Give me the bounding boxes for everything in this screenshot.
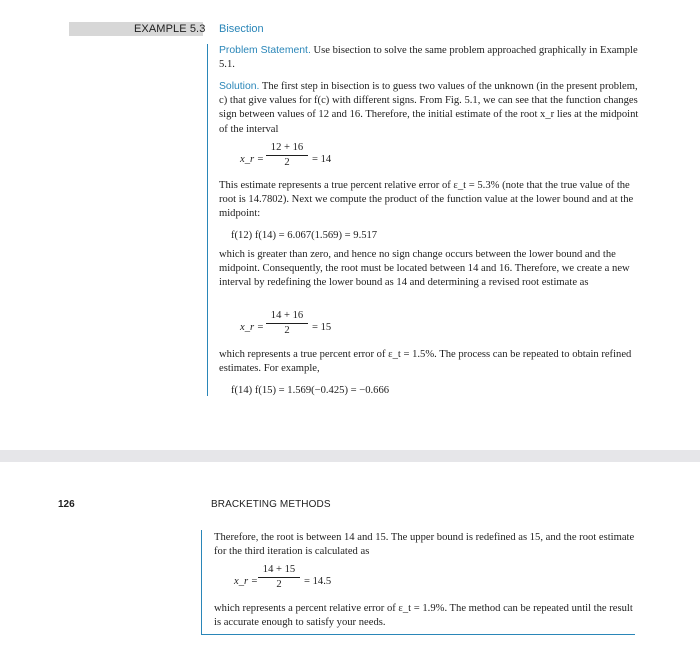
equation-3-result: = 15 — [312, 322, 332, 333]
example-margin-rule — [207, 44, 208, 396]
equation-4-text: f(14) f(15) = 1.569(−0.425) = −0.666 — [231, 385, 390, 396]
equation-4 — [231, 384, 389, 397]
equation-5-result: = 14.5 — [304, 576, 332, 587]
equation-1-denominator: 2 — [284, 157, 290, 168]
problem-text: Use bisection to solve the same problem approached graphically in Example 5.1. — [219, 45, 638, 71]
paragraph-new-interval: which is greater than zero, and hence no sign change occurs between the lower bound and the midpoint. Consequently, the root must be located between 14 and 16. Therefore, we create a new interval by redefining the lower bound as 14 and determining a revised root estimate as — [219, 249, 630, 289]
equation-2 — [231, 229, 377, 242]
paragraph-true-error: This estimate represents a true percent relative error of ε_t = 5.3% (note that the true value of the root is 14.7802). Next we compute the product of the function value at the lower bound and at the midpoint: — [219, 180, 634, 220]
example-title: Bisection — [219, 23, 264, 35]
equation-5-numerator: 14 + 15 — [258, 564, 300, 578]
equation-3-rhs — [312, 321, 331, 334]
paragraph-third-iteration: Therefore, the root is between 14 and 15. The upper bound is redefined as 15, and the root estimate for the third iteration is calculated as — [214, 532, 635, 558]
page-number: 126 — [58, 499, 75, 510]
example-end-rule — [201, 634, 635, 635]
solution-text: The first step in bisection is to guess two values of the unknown (in the present problem, c) that give values for f(c) with different signs. From Fig. 5.1, we can see that the function changes sign between values of 12 and 16. Therefore, the initial estimate of the root x_r lies at the midpoint of the interval — [219, 81, 639, 135]
equation-5-denominator: 2 — [276, 579, 282, 590]
equation-3-numerator: 14 + 16 — [266, 310, 308, 324]
example-margin-rule-bottom — [201, 530, 202, 634]
equation-1-lhs: x_r = — [240, 154, 264, 165]
solution-label: Solution. — [219, 81, 260, 92]
equation-5-rhs — [304, 575, 331, 588]
paragraph-relative-error: which represents a percent relative error of ε_t = 1.9%. The method can be repeated until the result is accurate enough to satisfy your needs. — [214, 603, 633, 629]
equation-2-text: f(12) f(14) = 6.067(1.569) = 9.517 — [231, 230, 378, 241]
equation-5-fraction — [258, 564, 300, 591]
equation-1-rhs — [312, 153, 331, 166]
equation-3-lhs: x_r = — [240, 322, 264, 333]
equation-1-result: = 14 — [312, 154, 332, 165]
problem-statement — [219, 44, 641, 72]
equation-3-fraction — [266, 310, 308, 337]
equation-1-numerator: 12 + 16 — [266, 142, 308, 156]
equation-1-fraction — [266, 142, 308, 169]
example-label: EXAMPLE 5.3 — [134, 23, 206, 35]
equation-5-lhs: x_r = — [234, 576, 258, 587]
section-title: BRACKETING METHODS — [211, 499, 331, 510]
equation-3-denominator: 2 — [284, 325, 290, 336]
solution-paragraph — [219, 80, 641, 137]
problem-label: Problem Statement. — [219, 45, 311, 56]
paragraph-refined: which represents a true percent error of ε_t = 1.5%. The process can be repeated to obtain refined estimates. For example, — [219, 349, 632, 375]
